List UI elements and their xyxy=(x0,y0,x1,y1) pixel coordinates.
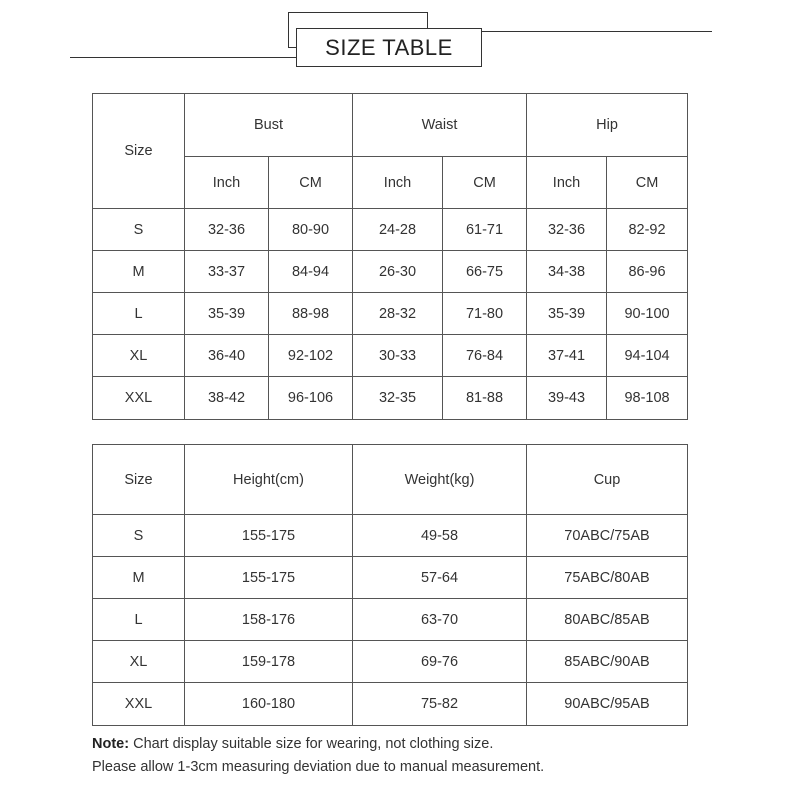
unit-header: CM xyxy=(607,157,688,209)
cup-header: Cup xyxy=(527,445,688,515)
size-cell: L xyxy=(93,599,185,641)
table-row xyxy=(93,557,688,599)
table-cell: 76-84 xyxy=(443,335,527,377)
table-cell: 160-180 xyxy=(185,683,353,726)
size-cell: L xyxy=(93,293,185,335)
size-header: Size xyxy=(93,94,185,209)
table-cell: 158-176 xyxy=(185,599,353,641)
size-cell: S xyxy=(93,515,185,557)
note-text-2: Please allow 1-3cm measuring deviation due to manual measurement. xyxy=(92,759,545,775)
note-label: Note: xyxy=(92,736,130,752)
unit-header: Inch xyxy=(527,157,607,209)
table-cell: 96-106 xyxy=(269,377,353,420)
weight-header: Weight(kg) xyxy=(353,445,527,515)
table-row xyxy=(93,377,688,420)
table-row xyxy=(93,683,688,726)
size-cell: S xyxy=(93,209,185,251)
table-cell: 159-178 xyxy=(185,641,353,683)
table-cell: 32-36 xyxy=(185,209,269,251)
table-cell: 69-76 xyxy=(353,641,527,683)
table-cell: 70ABC/75AB xyxy=(527,515,688,557)
table-cell: 85ABC/90AB xyxy=(527,641,688,683)
table-cell: 75-82 xyxy=(353,683,527,726)
table-cell: 90-100 xyxy=(607,293,688,335)
table-cell: 92-102 xyxy=(269,335,353,377)
unit-header: CM xyxy=(443,157,527,209)
table-cell: 155-175 xyxy=(185,557,353,599)
table-cell: 24-28 xyxy=(353,209,443,251)
table-cell: 32-36 xyxy=(527,209,607,251)
size-cell: XXL xyxy=(93,683,185,726)
table-cell: 86-96 xyxy=(607,251,688,293)
unit-header: Inch xyxy=(353,157,443,209)
height-weight-cup-table xyxy=(92,444,688,726)
table-cell: 66-75 xyxy=(443,251,527,293)
hip-header: Hip xyxy=(527,94,688,157)
title-badge xyxy=(288,12,483,70)
table-cell: 88-98 xyxy=(269,293,353,335)
table-cell: 63-70 xyxy=(353,599,527,641)
table-row xyxy=(93,209,688,251)
table-row xyxy=(93,641,688,683)
size-cell: M xyxy=(93,251,185,293)
table-cell: 84-94 xyxy=(269,251,353,293)
table-row xyxy=(93,599,688,641)
table-cell: 26-30 xyxy=(353,251,443,293)
table-cell: 80-90 xyxy=(269,209,353,251)
table-cell: 80ABC/85AB xyxy=(527,599,688,641)
table-cell: 35-39 xyxy=(185,293,269,335)
table-cell: 28-32 xyxy=(353,293,443,335)
table-cell: 38-42 xyxy=(185,377,269,420)
height-header: Height(cm) xyxy=(185,445,353,515)
table-cell: 61-71 xyxy=(443,209,527,251)
body-measurement-table xyxy=(92,93,688,420)
bust-header: Bust xyxy=(185,94,353,157)
table-cell: 71-80 xyxy=(443,293,527,335)
title-frame-front xyxy=(296,28,482,67)
table-cell: 34-38 xyxy=(527,251,607,293)
table-cell: 155-175 xyxy=(185,515,353,557)
group-header-row xyxy=(93,94,688,157)
table-cell: 35-39 xyxy=(527,293,607,335)
size-cell: XL xyxy=(93,641,185,683)
table-cell: 30-33 xyxy=(353,335,443,377)
table-cell: 81-88 xyxy=(443,377,527,420)
size-cell: M xyxy=(93,557,185,599)
table-row xyxy=(93,335,688,377)
size-header: Size xyxy=(93,445,185,515)
unit-header: Inch xyxy=(185,157,269,209)
table-cell: 57-64 xyxy=(353,557,527,599)
waist-header: Waist xyxy=(353,94,527,157)
table-cell: 94-104 xyxy=(607,335,688,377)
table-cell: 49-58 xyxy=(353,515,527,557)
table-cell: 33-37 xyxy=(185,251,269,293)
unit-header: CM xyxy=(269,157,353,209)
table-cell: 32-35 xyxy=(353,377,443,420)
table-cell: 98-108 xyxy=(607,377,688,420)
page-title: SIZE TABLE xyxy=(325,34,453,60)
size-note xyxy=(92,733,544,779)
table-cell: 75ABC/80AB xyxy=(527,557,688,599)
table-cell: 39-43 xyxy=(527,377,607,420)
table-cell: 90ABC/95AB xyxy=(527,683,688,726)
table-row xyxy=(93,251,688,293)
table-cell: 37-41 xyxy=(527,335,607,377)
note-line-1 xyxy=(92,733,544,756)
table-row xyxy=(93,293,688,335)
table-cell: 36-40 xyxy=(185,335,269,377)
title-rule-left xyxy=(70,57,296,58)
note-text-1: Chart display suitable size for wearing, not clothing size. xyxy=(133,736,494,752)
header-row xyxy=(93,445,688,515)
size-cell: XXL xyxy=(93,377,185,420)
table-row xyxy=(93,515,688,557)
size-cell: XL xyxy=(93,335,185,377)
table-cell: 82-92 xyxy=(607,209,688,251)
